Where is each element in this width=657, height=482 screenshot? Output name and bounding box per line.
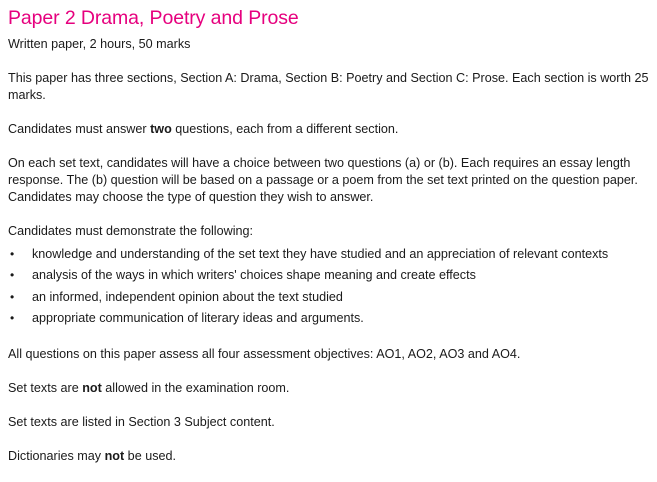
bullet-icon: • (10, 268, 15, 283)
answer-text-before: Candidates must answer (8, 122, 151, 136)
set-texts-before: Set texts are (8, 381, 83, 396)
dictionaries-after: be used. (124, 449, 177, 464)
list-item-text: an informed, independent opinion about the text studied (32, 289, 343, 304)
bullet-icon: • (10, 310, 15, 325)
demonstrate-list (8, 244, 653, 329)
answer-paragraph (8, 121, 653, 138)
list-item (8, 265, 653, 286)
choice-paragraph: On each set text, candidates will have a choice between two questions (a) or (b). Each requires an essay length response. The (b) question will be based on a passage or a poem from the set text printed on the question paper. Candidates may choose the type of question they wish to answer. (8, 156, 638, 204)
sections-paragraph: This paper has three sections, Section A: Drama, Section B: Poetry and Section C: Prose. Each section is worth 25 marks. (8, 71, 649, 102)
bullet-icon: • (10, 289, 15, 304)
listed-paragraph: Set texts are listed in Section 3 Subject content. (8, 415, 275, 430)
answer-text-after: questions, each from a different section. (171, 122, 399, 136)
page-title: Paper 2 Drama, Poetry and Prose (8, 7, 299, 29)
list-item-text: knowledge and understanding of the set text they have studied and an appreciation of relevant contexts (32, 247, 609, 261)
set-texts-bold: not (82, 381, 102, 396)
document-page (8, 6, 653, 465)
dictionaries-before: Dictionaries may (8, 449, 105, 464)
bullet-icon: • (10, 247, 15, 261)
list-item (8, 308, 653, 329)
set-texts-after: allowed in the examination room. (101, 381, 290, 396)
list-item-text: appropriate communication of literary ideas and arguments. (32, 310, 364, 325)
dictionaries-bold: not (104, 449, 125, 464)
list-item (8, 244, 653, 265)
paper-subtitle: Written paper, 2 hours, 50 marks (8, 37, 191, 51)
list-item-text: analysis of the ways in which writers' choices shape meaning and create effects (32, 268, 476, 283)
dictionaries-paragraph (8, 448, 653, 465)
answer-text-bold: two (150, 122, 172, 136)
list-item (8, 287, 653, 308)
objectives-paragraph: All questions on this paper assess all four assessment objectives: AO1, AO2, AO3 and AO4. (8, 347, 521, 362)
set-texts-paragraph (8, 380, 653, 397)
demonstrate-intro: Candidates must demonstrate the following: (8, 224, 254, 238)
